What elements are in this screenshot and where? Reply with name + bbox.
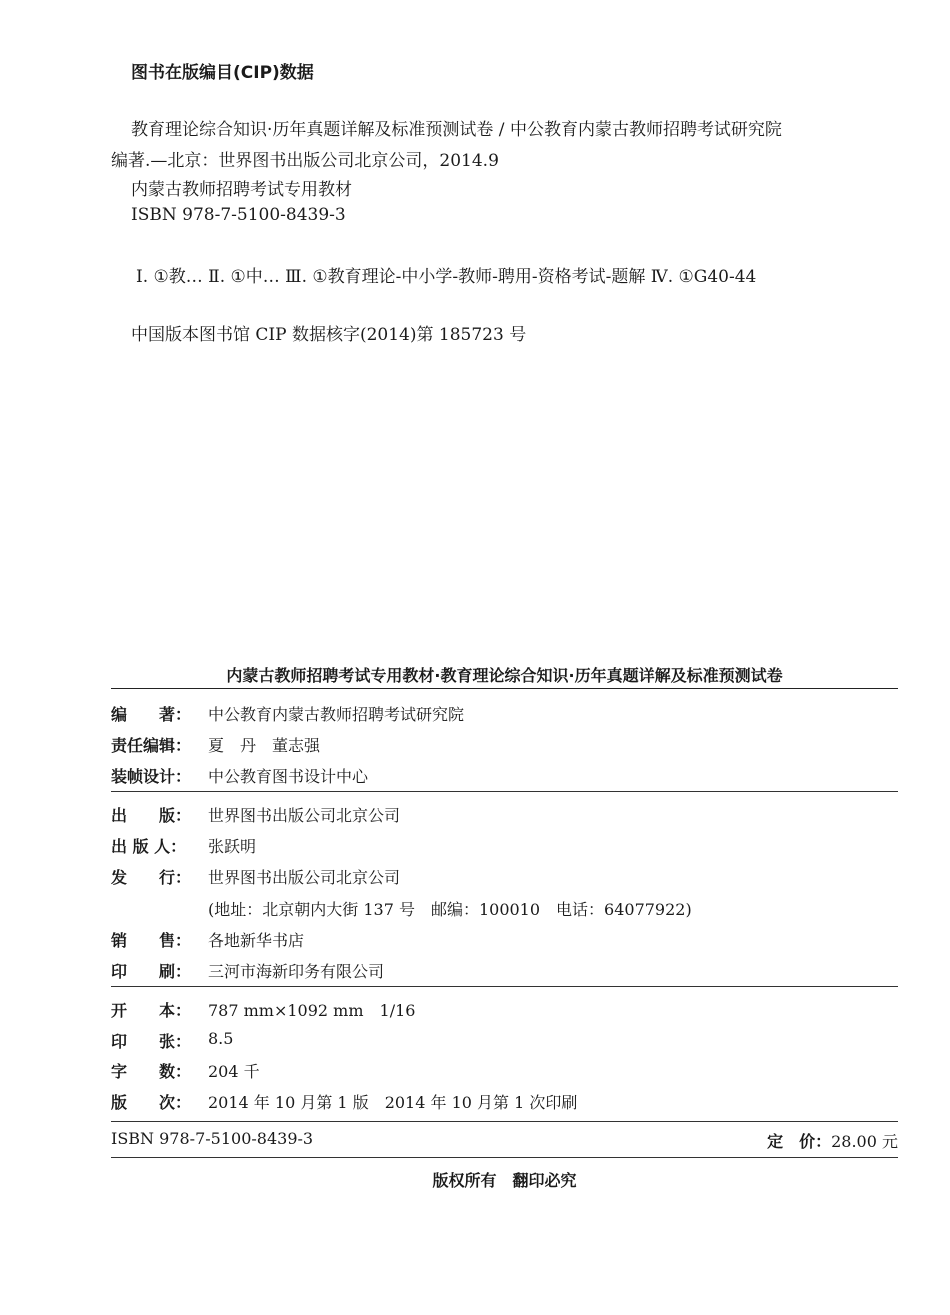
row-value: 中公教育图书设计中心 — [208, 767, 369, 786]
row-label: 版 次： — [111, 1093, 192, 1112]
cip-publisher-line: 编著.—北京：世界图书出版公司北京公司，2014.9 — [111, 151, 499, 171]
cip-isbn-line: ISBN 978-7-5100-8439-3 — [131, 205, 346, 225]
divider — [111, 1121, 898, 1122]
price — [767, 1129, 898, 1152]
row-label: 字 数： — [111, 1062, 192, 1081]
row-value: 三河市海新印务有限公司 — [208, 962, 385, 981]
row-label: 编 著： — [111, 705, 192, 724]
colophon-row-distribution — [111, 865, 898, 895]
row-value: 夏 丹 董志强 — [208, 736, 321, 755]
colophon-title: 内蒙古教师招聘考试专用教材·教育理论综合知识·历年真题详解及标准预测试卷 — [226, 666, 783, 685]
divider — [111, 688, 898, 689]
isbn: ISBN 978-7-5100-8439-3 — [111, 1129, 314, 1148]
row-value: 世界图书出版公司北京公司 — [208, 868, 401, 887]
row-value: 各地新华书店 — [208, 931, 305, 950]
copyright-notice: 版权所有 翻印必究 — [432, 1171, 577, 1190]
price-value: 28.00 元 — [831, 1132, 898, 1151]
divider — [111, 986, 898, 987]
colophon-row-word-count — [111, 1059, 898, 1089]
divider — [111, 791, 898, 792]
colophon-row-publisher — [111, 803, 898, 833]
colophon-row-address — [111, 897, 898, 927]
row-value: (地址：北京朝内大街 137 号 邮编：100010 电话：64077922) — [208, 900, 692, 919]
row-label: 出 版 人： — [111, 837, 187, 856]
row-value: 787 mm×1092 mm 1/16 — [208, 1001, 416, 1020]
row-value: 世界图书出版公司北京公司 — [208, 806, 401, 825]
row-label: 责任编辑： — [111, 736, 192, 755]
row-label: 销 售： — [111, 931, 192, 950]
colophon-row-author — [111, 702, 898, 732]
cip-classification-line: Ⅰ. ①教… Ⅱ. ①中… Ⅲ. ①教育理论-中小学-教师-聘用-资格考试-题解 Ⅳ. ①G40-44 — [136, 267, 757, 287]
colophon-row-sales — [111, 928, 898, 958]
row-value: 中公教育内蒙古教师招聘考试研究院 — [208, 705, 465, 724]
row-label: 印 刷： — [111, 962, 192, 981]
colophon-row-format — [111, 998, 898, 1028]
price-label: 定 价： — [767, 1132, 832, 1151]
cip-series-line: 内蒙古教师招聘考试专用教材 — [131, 180, 352, 200]
row-label: 开 本： — [111, 1001, 192, 1020]
cip-heading: 图书在版编目(CIP)数据 — [131, 63, 314, 83]
colophon-row-sheets — [111, 1029, 898, 1059]
colophon-row-editor — [111, 733, 898, 763]
row-value: 204 千 — [208, 1062, 260, 1081]
row-value: 张跃明 — [208, 837, 257, 856]
row-label: 出 版： — [111, 806, 192, 825]
row-label: 装帧设计： — [111, 767, 192, 786]
row-label: 印 张： — [111, 1032, 192, 1051]
divider — [111, 1157, 898, 1158]
cip-record-number-line: 中国版本图书馆 CIP 数据核字(2014)第 185723 号 — [131, 325, 527, 345]
row-value: 8.5 — [208, 1029, 234, 1048]
colophon-row-printing — [111, 959, 898, 989]
row-label: 发 行： — [111, 868, 192, 887]
cip-title-line: 教育理论综合知识·历年真题详解及标准预测试卷 / 中公教育内蒙古教师招聘考试研究院 — [131, 120, 782, 140]
colophon-row-design — [111, 764, 898, 794]
row-value: 2014 年 10 月第 1 版 2014 年 10 月第 1 次印刷 — [208, 1093, 578, 1112]
colophon-row-publisher-head — [111, 834, 898, 864]
colophon-row-edition — [111, 1090, 898, 1120]
